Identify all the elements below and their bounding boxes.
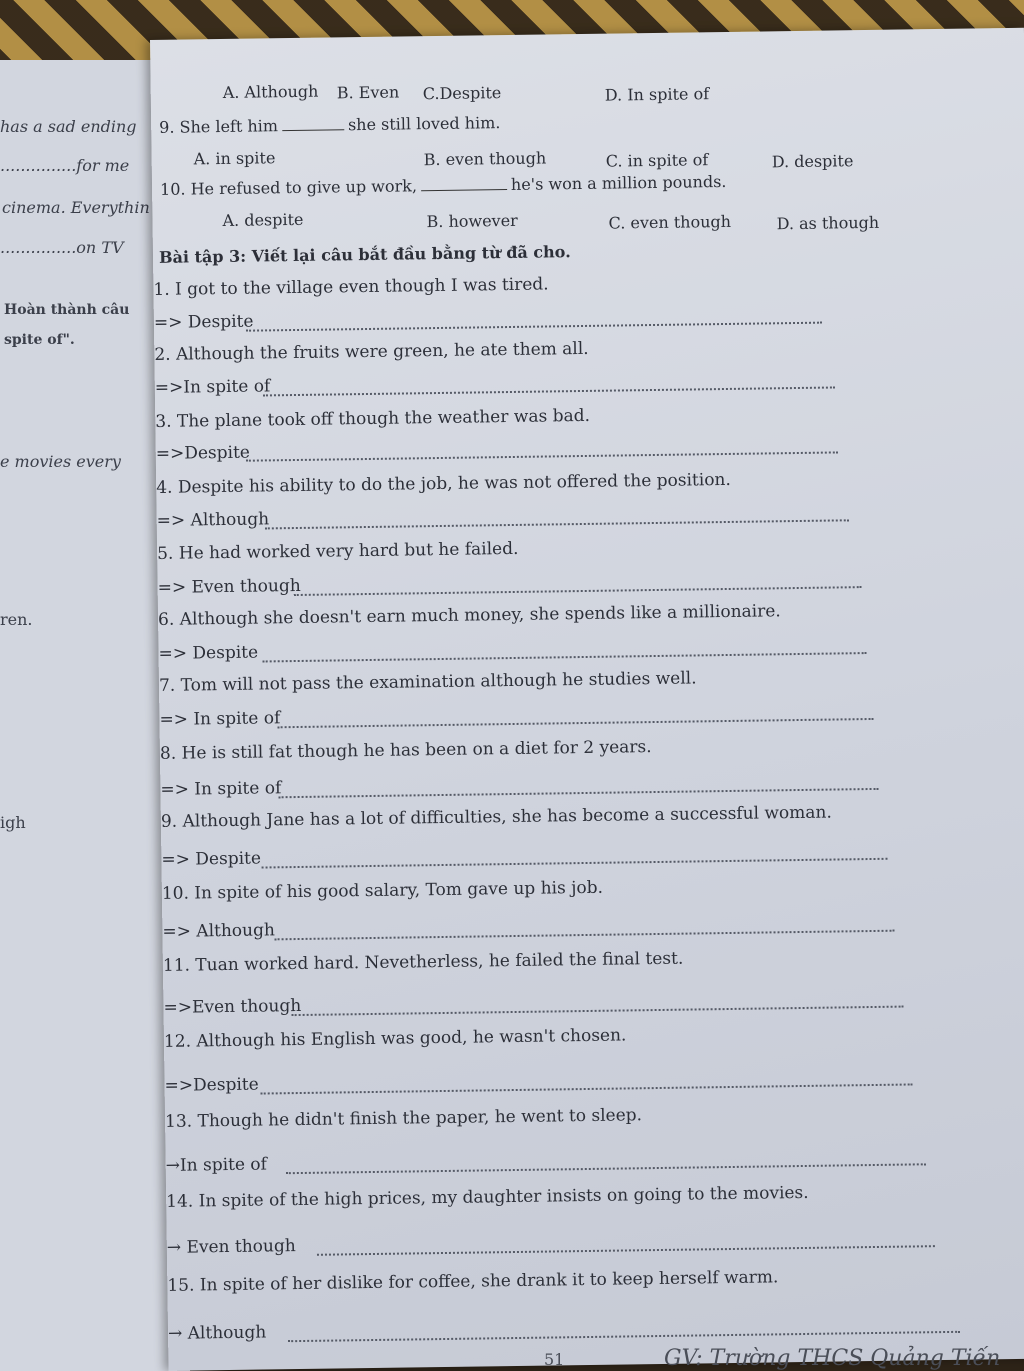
exercise-item-6-prompt: => Despite <box>158 642 259 664</box>
q8-option-b: B. Even <box>336 82 400 103</box>
exercise-item-8-prompt: => In spite of <box>160 778 282 800</box>
answer-line-12[interactable] <box>261 1083 913 1094</box>
q9-option-d: D. despite <box>771 151 854 172</box>
answer-line-15[interactable] <box>288 1331 960 1342</box>
page-number: 51 <box>544 1350 565 1369</box>
q9-text-before: She left him <box>179 116 279 137</box>
left-fragment: spite of". <box>4 332 75 348</box>
exercise-item-14-sentence: 14. In spite of the high prices, my daughter insists on going to the movies. <box>166 1182 809 1212</box>
answer-line-14[interactable] <box>317 1245 935 1256</box>
q9-option-c: C. in spite of <box>605 150 709 171</box>
q9-number: 9. <box>159 117 175 137</box>
q10-option-b: B. however <box>426 210 518 232</box>
footer-author: GV: Trường THCS Quảng Tiến <box>664 1346 1001 1371</box>
q10-blank <box>421 189 507 191</box>
exercise-item-5-sentence: 5. He had worked very hard but he failed. <box>157 538 519 564</box>
q9-option-a: A. in spite <box>193 148 276 169</box>
exercise-item-8-sentence: 8. He is still fat though he has been on a diet for 2 years. <box>159 737 652 764</box>
worksheet-page <box>150 28 1024 1371</box>
answer-line-9[interactable] <box>262 858 888 869</box>
left-fragment: ren. <box>0 610 33 629</box>
answer-line-8[interactable] <box>279 788 879 798</box>
exercise-item-7-sentence: 7. Tom will not pass the examination although he studies well. <box>158 668 697 696</box>
exercise-item-4-sentence: 4. Despite his ability to do the job, he was not offered the position. <box>156 469 731 498</box>
exercise-item-14-prompt: → Even though <box>166 1236 296 1258</box>
q9-question <box>159 113 500 137</box>
exercise-item-13-sentence: 13. Though he didn't finish the paper, he went to sleep. <box>164 1105 643 1132</box>
exercise-item-1-sentence: 1. I got to the village even though I was tired. <box>153 274 549 300</box>
exercise-item-12-sentence: 12. Although his English was good, he wasn't chosen. <box>163 1025 627 1052</box>
q10-question <box>160 172 727 199</box>
answer-line-11[interactable] <box>292 1006 904 1017</box>
exercise-item-11-sentence: 11. Tuan worked hard. Nevetherless, he failed the final test. <box>162 948 684 976</box>
answer-line-5[interactable] <box>294 586 862 596</box>
exercise-item-9-sentence: 9. Although Jane has a lot of difficulties, she has become a successful woman. <box>160 802 832 832</box>
q8-option-c: C.Despite <box>422 83 502 104</box>
q10-option-d: D. as though <box>776 212 880 234</box>
q9-text-after: she still loved him. <box>347 113 501 135</box>
left-fragment: has a sad ending <box>0 117 137 136</box>
exercise-item-12-prompt: =>Despite <box>164 1074 259 1096</box>
exercise-item-15-prompt: → Although <box>167 1322 267 1344</box>
q9-blank <box>282 129 344 131</box>
q10-text-after: he's won a million pounds. <box>510 171 727 194</box>
q8-option-d: D. In spite of <box>604 84 710 105</box>
exercise-item-3-sentence: 3. The plane took off though the weather was bad. <box>155 405 591 432</box>
q10-number: 10. <box>159 179 186 199</box>
exercise-item-9-prompt: => Despite <box>161 848 262 870</box>
q10-text-before: He refused to give up work, <box>190 176 418 199</box>
left-fragment: e movies every <box>0 452 121 471</box>
answer-line-6[interactable] <box>263 652 867 662</box>
q9-option-b: B. even though <box>423 148 547 170</box>
exercise-item-13-prompt: →In spite of <box>165 1154 268 1176</box>
q10-option-a: A. despite <box>222 209 304 231</box>
answer-line-13[interactable] <box>286 1163 926 1174</box>
exercise-item-6-sentence: 6. Although she doesn't earn much money, she spends like a millionaire. <box>157 601 781 630</box>
left-fragment: ...............for me <box>0 156 130 175</box>
exercise-item-1-prompt: => Despite <box>153 311 254 333</box>
exercise-item-2-sentence: 2. Although the fruits were green, he ate them all. <box>154 338 589 365</box>
answer-line-10[interactable] <box>275 930 895 941</box>
answer-line-1[interactable] <box>246 322 822 332</box>
exercise-item-10-sentence: 10. In spite of his good salary, Tom gave up his job. <box>161 877 604 904</box>
exercise-item-4-prompt: => Although <box>156 509 270 531</box>
exercise-item-7-prompt: => In spite of <box>159 708 281 730</box>
exercise-3-heading: Bài tập 3: Viết lại câu bắt đầu bằng từ đã cho. <box>158 242 571 267</box>
exercise-item-10-prompt: => Although <box>162 920 275 942</box>
answer-line-2[interactable] <box>263 386 835 396</box>
answer-line-7[interactable] <box>278 718 874 728</box>
answer-line-3[interactable] <box>246 451 838 461</box>
left-fragment: Hoàn thành câu <box>4 302 130 318</box>
left-fragment: cinema. Everythin <box>2 198 150 217</box>
q10-option-c: C. even though <box>608 211 732 233</box>
left-fragment: igh <box>0 813 26 832</box>
exercise-item-11-prompt: =>Even though <box>163 995 302 1018</box>
exercise-item-15-sentence: 15. In spite of her dislike for coffee, she drank it to keep herself warm. <box>167 1267 779 1296</box>
left-fragment: ...............on TV <box>0 238 124 257</box>
exercise-item-3-prompt: =>Despite <box>155 442 251 464</box>
exercise-item-2-prompt: =>In spite of <box>154 376 271 398</box>
exercise-item-5-prompt: => Even though <box>157 575 301 598</box>
answer-line-4[interactable] <box>265 519 849 529</box>
q8-option-a: A. Although <box>222 81 319 102</box>
